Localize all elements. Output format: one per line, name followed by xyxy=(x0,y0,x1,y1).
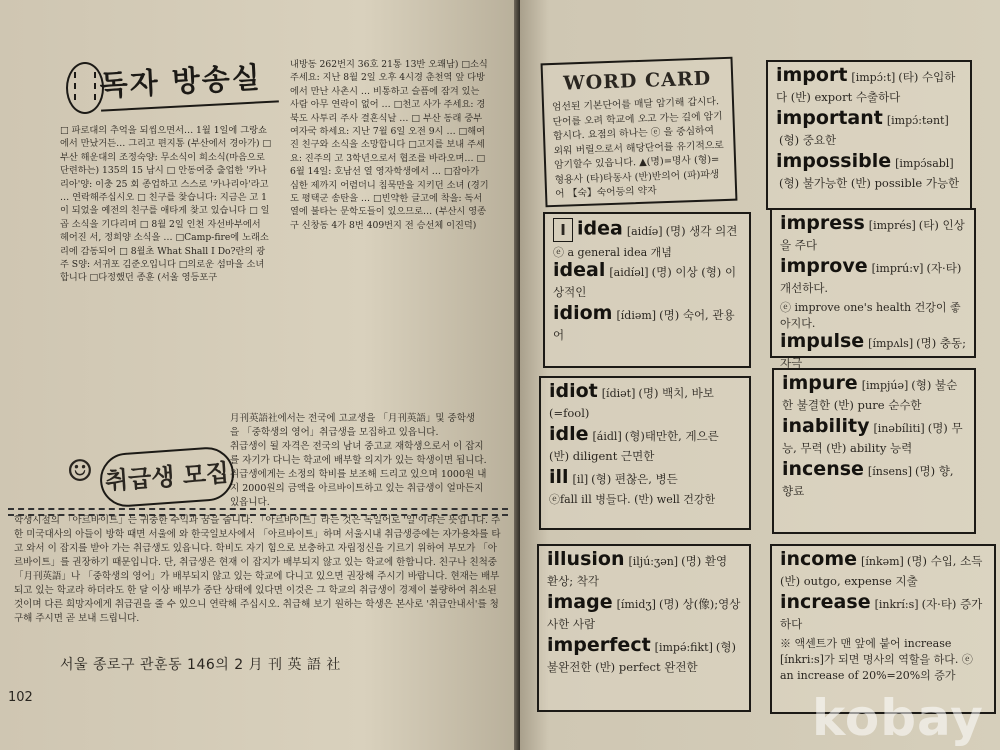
headword: imperfect xyxy=(547,634,651,656)
pronunciation: [ímidʒ] xyxy=(616,598,656,611)
page-number: 102 xyxy=(8,690,33,705)
vocab-entry xyxy=(547,636,741,676)
pronunciation: [imprés] xyxy=(868,219,916,232)
pronunciation: [ídiəm] xyxy=(616,309,657,322)
headword: impress xyxy=(780,212,865,234)
recruit-intro: 취급생이 될 자격은 전국의 남녀 중고교 재학생으로서 이 잡지를 자기가 다니는 학교에 배부할 의지가 있는 학생이면 됩니다. 취급생에게는 소정의 학비를 보조해 드리고 있으며 1000원 내지 2000원의 금액을 아르바이트하고 있는 취급생이 얼마든지 있읍니다. xyxy=(230,441,487,508)
definition: (형) 불순한 불결한 (반) pure 순수한 xyxy=(782,378,958,412)
vocab-entry xyxy=(549,382,741,422)
definition: (자·타) 개선하다. xyxy=(780,261,962,295)
vocab-entry xyxy=(776,66,962,106)
definition: (명) 수입, 소득 (반) outgo, expense 지출 xyxy=(780,554,983,588)
headword: increase xyxy=(780,591,871,613)
vocab-entry xyxy=(780,550,986,590)
pronunciation: [ínkəm] xyxy=(861,555,904,568)
section-letter-badge: I xyxy=(553,218,573,242)
headword: important xyxy=(776,107,883,129)
pronunciation: [impɔ́:t] xyxy=(851,71,896,84)
vocab-entry xyxy=(547,593,741,633)
headword: impure xyxy=(782,372,858,394)
pronunciation: [il] xyxy=(572,473,589,486)
vocab-entry xyxy=(782,460,966,500)
pronunciation: [imprú:v] xyxy=(871,262,924,275)
vocab-entry xyxy=(547,550,741,590)
definition: (형)태만한, 게으른 (반) diligent 근면한 xyxy=(549,429,719,463)
example: ⓔfall ill 병들다. (반) well 건강한 xyxy=(549,493,716,506)
definition: (형) 불가능한 (반) possible 가능한 xyxy=(779,176,960,190)
headword: ideal xyxy=(553,259,606,281)
headword: inability xyxy=(782,415,870,437)
pronunciation: [impjúə] xyxy=(861,379,909,392)
vocab-entry xyxy=(549,468,741,489)
vocab-entry xyxy=(553,261,741,301)
recruit-title: 취급생 모집 xyxy=(98,445,235,508)
vocab-entry xyxy=(553,218,741,242)
definition: (명) 향, 향료 xyxy=(782,464,954,498)
word-card-title: WORD CARD xyxy=(562,67,712,95)
title-underline xyxy=(101,100,279,111)
headword: impulse xyxy=(780,330,865,352)
vocab-entry xyxy=(553,304,741,344)
headword: incense xyxy=(782,458,864,480)
vocab-entry xyxy=(780,214,966,254)
vocab-card-idiot xyxy=(539,376,751,530)
headword: image xyxy=(547,591,613,613)
vocab-entry xyxy=(776,152,962,192)
pronunciation: [ímpʌls] xyxy=(868,337,914,350)
definition: (형) 불완전한 (반) perfect 완전한 xyxy=(547,640,736,674)
vocab-entry xyxy=(780,257,966,297)
vocab-card-illusion xyxy=(537,544,751,712)
cartoon-figure-icon: ☺ xyxy=(66,454,94,489)
recruit-body: 학생시절의 「아르바이트」는 귀중한 수익과 꿈을 줍니다. 「아르바이트」라는 것은 독일어로 '일'이라는 뜻입니다. 주한 미국대사의 아들이 방학 때면 서울에 와 한국일보사에서 「아르바이트」하며 서울시내 취급생증에는 자가용차를 타고 와서 이 잡지를 받아 가는 취급생도 있읍니다. 학비도 자기 힘으로 보충하고 자립정신을 기르기 위하여 부모가 「아르바이트」를 권장하기 때문입니다. 단, 취급생은 현재 이 잡지가 배부되지 않고 있는 학교에 한합니다. 친구나 친척중 「月刊英語」나 「중학생의 영어」가 배부되지 않고 있는 학교에 다니고 있으면 권장해 주시기 바랍니다. 현재는 배부되고 있는 학교라 하더라도 한 달 이상 배부가 중단 상태에 있다면 이것은 그 학교의 취급생이 경제이 불량하여 취소된 것이며 다른 희망자에게 취급권을 줄 수 있으니 연락해 주십시오. 취급해 보기 원하는 학생은 본사로 '취급안내서'를 청구해 주시면 곧 보내 드립니다. xyxy=(14,515,501,624)
word-card-instructions: 엄선된 기본단어를 매달 암기해 갑시다. 단어를 오려 학교에 오고 가는 길에 암기합시다. 요점의 하나는 ⓔ 을 중심하여 외워 버릴으로서 해당단어를 유기적으로 암기할수 있읍니다. ▲(명)=명사 (형)=형용사 (타)타동사 (반)반의어 (파)파생어 【숙】숙어등의 약자 xyxy=(551,96,724,200)
watermark-logo: kobay xyxy=(812,689,984,747)
pronunciation: [ídiət] xyxy=(601,387,636,400)
headword: idle xyxy=(549,423,589,445)
publisher-address: 서울 종로구 관훈동 146의 2 月 刊 英 語 社 xyxy=(60,657,341,673)
definition: (명) 환영 환상; 착각 xyxy=(547,554,728,588)
radio-section-title: 독자 방송실 xyxy=(59,54,282,121)
definition: (자·타) 증가하다 xyxy=(780,597,983,631)
vocab-entry xyxy=(780,593,986,633)
headword: import xyxy=(776,64,848,86)
headword: income xyxy=(780,548,858,570)
radio-right-text: 내방동 262번지 36호 21통 13반 오쾌남) □소식 주세요: 지난 8월 2일 오후 4시경 춘천역 앞 다방에서 만난 사촌시 … 비통하고 슬픔에 잠겨 있는 사람 아무 연락이 없어 … □천고 사가 주세요: 경북도 사투리 주사 결혼식날 … □ 부산 동래 중부 여자국 하세요: 지난 7월 6일 오전 9시 … □해여진 친구와 소식을 소망합니다 □고지를 보내 주세요: 진주의 고 3학년으로서 협조를 바라오며… □ 6월 14일: 호남선 열 영자학생에서 … □잡아가 심한 제까지 어렴더니 침묵만을 지키던 소녀 (경기도 평택군 송탄을 … □빈약한 글고에 착을: 독서열에 불타는 문학도들이 있으므로… (부산시 영종구 신창동 4가 8번 409번지 전 승선체 이진덕) xyxy=(290,59,489,231)
pronunciation: [ínsens] xyxy=(867,465,912,478)
pronunciation: [inkrí:s] xyxy=(874,598,919,611)
headword: improve xyxy=(780,255,868,277)
pronunciation: [aidíə] xyxy=(626,224,663,238)
vocab-entry xyxy=(780,332,966,372)
headword: idiom xyxy=(553,302,613,324)
definition: (명) 충동; 자극 xyxy=(780,336,966,370)
definition: (형) 편찮은, 병든 xyxy=(591,472,678,486)
example: ⓔ improve one's health 건강이 좋아지다. xyxy=(780,301,961,330)
headword: idiot xyxy=(549,380,598,402)
recruit-heading xyxy=(60,440,230,506)
pronunciation: [impə́:fikt] xyxy=(654,641,713,654)
vocab-entry xyxy=(782,417,966,457)
vocab-entry xyxy=(776,109,962,149)
pronunciation: [impɔ́sabl] xyxy=(895,157,954,170)
word-card-intro xyxy=(541,57,738,208)
definition: (명) 생각 의견 xyxy=(665,223,738,238)
vocab-entry xyxy=(782,374,966,414)
headword: impossible xyxy=(776,150,892,172)
example: ※ 액센트가 맨 앞에 붙어 increase [ínkri:s]가 되면 명사의 역할을 하다. ⓔ an increase of 20%=20%의 증가 xyxy=(780,637,973,682)
headword: ill xyxy=(549,466,569,488)
pronunciation: [impɔ́:tənt] xyxy=(886,114,949,127)
vocab-card-impress xyxy=(770,208,976,370)
example: ⓔ a general idea 개념 xyxy=(553,246,672,259)
headword: illusion xyxy=(547,548,625,570)
definition: (타) 수입하다 (반) export 수출하다 xyxy=(776,70,956,104)
magazine-notice: 月刊英語社에서는 전국에 고교생을 「月刊英語」및 중학생을 「중학생의 영어」취급생을 모집하고 있읍니다. xyxy=(230,413,476,438)
headword: idea xyxy=(577,217,623,240)
definition: (명) 상(像);영상 사한 사람 xyxy=(547,597,741,631)
vocab-card-impure xyxy=(772,368,976,534)
definition: (명) 무능, 무력 (반) ability 능력 xyxy=(782,421,963,455)
definition: (타) 인상을 주다 xyxy=(780,218,965,252)
vocab-card-idea xyxy=(543,212,751,368)
pronunciation: [aidíəl] xyxy=(609,266,649,279)
definition: (명) 이상 (형) 이상적인 xyxy=(553,265,737,299)
radio-left-text: □ 파로대의 추억을 되씹으면서… 1월 1일에 그랑쇼에서 만났거든… 그리고 편지통 (부산에서 경아가) □부산 해운대의 조정숙양: 무소식이 희소식(마음으로 단련하는) 135의 15 남시 □ 안동여중 출업한 '카나리아'양: 이충 25 회 종업하고 스스로 '카나리아'라고 … 연락해주십시오 □ 친구를 찾습니다: 지금은 고 1이 되었을 예전의 친구를 애타게 찾고 있습니다 □ 일곱 소식을 기다리며 □ 8월 2일 인천 자선바부에서 헤어진 서, 정희양 소식을 … □Camp-fire에 노래소리에 감동되어 □ 8월초 What Shall I Do?란의 광주 S양: 서귀포 김준오입니다 □의로운 섬마을 소녀합니다 □다정했던 종훈 (서울 영등포구 xyxy=(60,125,272,284)
definition: (형) 중요한 xyxy=(779,133,837,147)
definition: (명) 숙어, 관용어 xyxy=(553,308,735,342)
vocab-entry xyxy=(549,425,741,465)
pronunciation: [inəbíliti] xyxy=(873,422,925,435)
definition: (명) 백치, 바보 (=fool) xyxy=(549,386,714,420)
vocab-card-import xyxy=(766,60,972,210)
pronunciation: [iljú:ʒən] xyxy=(628,555,679,568)
pronunciation: [áidl] xyxy=(592,430,622,443)
